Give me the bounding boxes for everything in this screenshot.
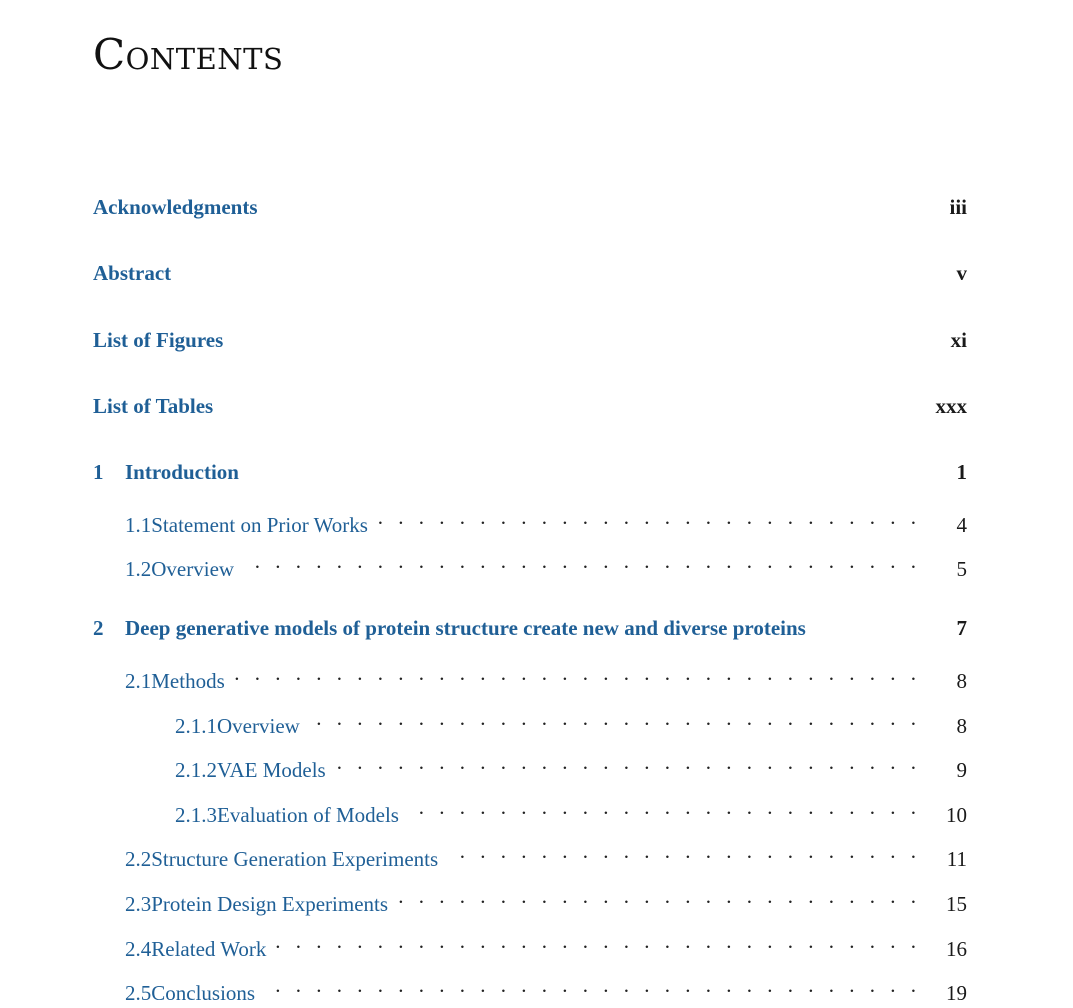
toc-section-number: 2.5	[125, 981, 152, 1005]
toc-subsection-number: 2.1.2	[175, 758, 217, 782]
toc-page-number: 7	[956, 616, 967, 640]
toc-subsection-2-1-2[interactable]	[175, 747, 967, 782]
toc-entry-label[interactable]: VAE Models	[217, 758, 326, 782]
dot-leader	[334, 747, 921, 777]
dot-leader	[396, 881, 921, 911]
dot-leader	[263, 970, 921, 1000]
toc-entry-abstract[interactable]	[93, 258, 967, 288]
toc-section-2-2[interactable]	[125, 836, 967, 871]
dot-leader	[407, 792, 921, 822]
toc-entry-list-of-tables[interactable]	[93, 391, 967, 421]
toc-section-1-1[interactable]	[125, 502, 967, 537]
toc-page-number: 1	[956, 460, 967, 484]
toc-subsection-number: 2.1.3	[175, 803, 217, 827]
toc-entry-label[interactable]: Methods	[151, 669, 225, 693]
toc-page-number: 19	[946, 981, 967, 1005]
toc-entry-label[interactable]: Overview	[217, 714, 300, 738]
toc-page-number: xxx	[935, 394, 967, 418]
toc-page-number: 4	[956, 513, 967, 537]
toc-entry-label[interactable]: Protein Design Experiments	[151, 892, 389, 916]
toc-page-number: v	[956, 261, 967, 285]
toc-chapter-number: 2	[93, 616, 104, 640]
toc-section-2-4[interactable]	[125, 926, 967, 961]
toc-entry-label[interactable]: Statement on Prior Works	[151, 513, 368, 537]
toc-page-number: 8	[956, 669, 967, 693]
toc-page-number: 16	[946, 937, 967, 961]
dot-leader	[376, 502, 921, 532]
toc-entry-label[interactable]: Deep generative models of protein structure create new and diverse proteins	[125, 616, 806, 640]
toc-entry-label[interactable]: Acknowledgments	[93, 195, 258, 219]
toc-page-number: xi	[950, 328, 967, 352]
toc-subsection-number: 2.1.1	[175, 714, 217, 738]
dot-leader	[233, 658, 921, 688]
toc-section-2-1[interactable]	[125, 658, 967, 693]
toc-entry-label[interactable]: Evaluation of Models	[217, 803, 399, 827]
toc-entry-acknowledgments[interactable]	[93, 192, 967, 222]
toc-chapter-2[interactable]	[93, 613, 967, 643]
toc-section-number: 2.2	[125, 847, 152, 871]
dot-leader	[242, 546, 921, 576]
toc-entry-label[interactable]: Related Work	[151, 937, 267, 961]
toc-page-number: 15	[946, 892, 967, 916]
toc-entry-label[interactable]: Abstract	[93, 261, 172, 285]
toc-chapter-1[interactable]	[93, 457, 967, 487]
toc-section-2-3[interactable]	[125, 881, 967, 916]
toc-entry-label[interactable]: List of Tables	[93, 394, 214, 418]
dot-leader	[446, 836, 921, 866]
toc-chapter-number: 1	[93, 460, 104, 484]
toc-entry-list-of-figures[interactable]	[93, 325, 967, 355]
toc-page-number: 11	[946, 847, 967, 871]
page-title: Contents	[93, 30, 284, 79]
toc-entry-label[interactable]: Conclusions	[151, 981, 256, 1005]
toc-subsection-2-1-1[interactable]	[175, 703, 967, 738]
toc-page-number: 8	[956, 714, 967, 738]
toc-section-number: 1.1	[125, 513, 152, 537]
toc-page-number: 5	[956, 557, 967, 581]
toc-section-1-2[interactable]	[125, 546, 967, 581]
toc-section-number: 2.4	[125, 937, 152, 961]
toc-page-number: 10	[946, 803, 967, 827]
dot-leader	[308, 703, 921, 733]
toc-section-2-5[interactable]	[125, 970, 967, 1005]
toc-entry-label[interactable]: List of Figures	[93, 328, 224, 352]
toc-entry-label[interactable]: Overview	[151, 557, 235, 581]
toc-entry-label[interactable]: Introduction	[125, 460, 239, 484]
toc-section-number: 2.3	[125, 892, 152, 916]
toc-entry-label[interactable]: Structure Generation Experiments	[151, 847, 439, 871]
toc-section-number: 1.2	[125, 557, 152, 581]
toc-subsection-2-1-3[interactable]	[175, 792, 967, 827]
toc-page-number: iii	[949, 195, 967, 219]
dot-leader	[274, 926, 921, 956]
toc-section-number: 2.1	[125, 669, 152, 693]
toc-page-number: 9	[956, 758, 967, 782]
